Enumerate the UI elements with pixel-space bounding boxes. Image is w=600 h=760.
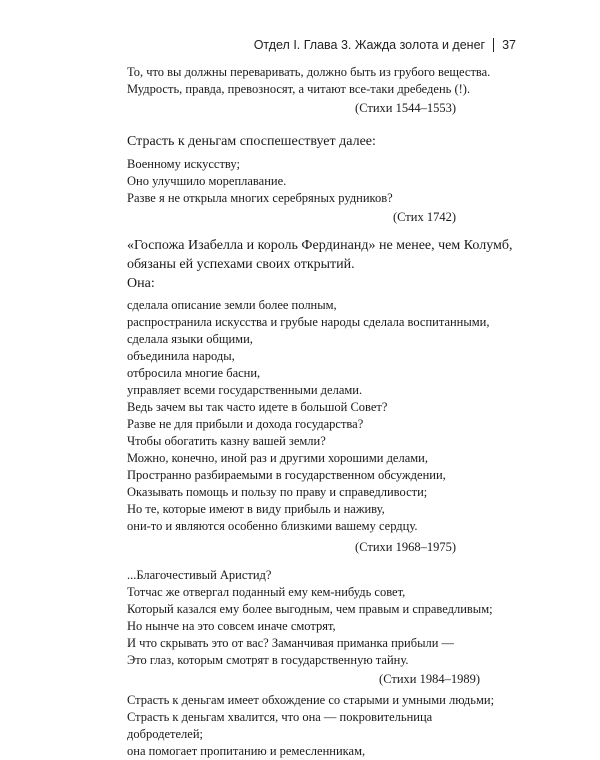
quote-line: она помогает пропитанию и ремесленникам, xyxy=(127,744,366,758)
quote-line: отбросила многие басни, xyxy=(127,366,261,380)
quote-line: Страсть к деньгам хвалится, что она — покровительница xyxy=(127,710,433,724)
quote-line: Мудрость, правда, превозносят, а читают все-таки дребедень (!). xyxy=(127,82,471,96)
verse-reference: (Стихи 1544–1553) xyxy=(355,101,456,115)
verse-reference: (Стихи 1968–1975) xyxy=(355,540,456,554)
header-section-title: Отдел I. Глава 3. Жажда золота и денег xyxy=(253,38,486,52)
quote-line: Который казался ему более выгодным, чем правым и справедливым; xyxy=(127,602,493,616)
quote-line: Военному искусству; xyxy=(127,157,240,171)
quote-line: управляет всеми государственными делами. xyxy=(127,383,363,397)
quote-line: Разве я не открыла многих серебряных рудников? xyxy=(127,191,393,205)
verse-reference: (Стих 1742) xyxy=(392,210,456,224)
body-paragraph-line: Она: xyxy=(127,276,155,291)
quote-line: объединила народы, xyxy=(127,349,235,363)
header-divider xyxy=(493,38,494,52)
quote-line: Чтобы обогатить казну вашей земли? xyxy=(127,434,326,448)
quote-line: ...Благочестивый Аристид? xyxy=(127,568,272,582)
body-paragraph: Страсть к деньгам споспешествует далее: xyxy=(127,134,376,149)
quote-line: Это глаз, которым смотрят в государственную тайну. xyxy=(127,653,409,667)
quote-line: Можно, конечно, иной раз и другими хорошими делами, xyxy=(127,451,428,465)
quote-line: добродетелей; xyxy=(127,727,203,741)
quote-line: Оно улучшило мореплавание. xyxy=(127,174,287,188)
quote-line: распространила искусства и грубые народы сделала воспитанными, xyxy=(127,315,490,329)
verse-reference: (Стихи 1984–1989) xyxy=(379,672,480,686)
quote-line: они-то и являются особенно близкими вашему сердцу. xyxy=(127,519,418,533)
quote-line: То, что вы должны переваривать, должно быть из грубого вещества. xyxy=(127,65,491,79)
quote-line: Ведь зачем вы так часто идете в большой Совет? xyxy=(127,400,388,414)
quote-line: И что скрывать это от вас? Заманчивая приманка прибыли — xyxy=(127,636,455,650)
quote-line: Страсть к деньгам имеет обхождение со старыми и умными людьми; xyxy=(127,693,495,707)
quote-line: Пространно разбираемыми в государственном обсуждении, xyxy=(127,468,446,482)
quote-line: сделала языки общими, xyxy=(127,332,253,346)
page-number: 37 xyxy=(502,38,516,52)
running-header xyxy=(254,38,516,52)
body-paragraph-line: «Госпожа Изабелла и король Фердинанд» не менее, чем Колумб, xyxy=(127,238,513,253)
quote-line: Но те, которые имеют в виду прибыль и наживу, xyxy=(127,502,385,516)
body-paragraph-line: обязаны ей успехами своих открытий. xyxy=(127,257,355,272)
quote-line: Оказывать помощь и пользу по праву и справедливости; xyxy=(127,485,428,499)
quote-line: Разве не для прибыли и дохода государства? xyxy=(127,417,364,431)
quote-line: Но нынче на это совсем иначе смотрят, xyxy=(127,619,336,633)
quote-line: Тотчас же отвергал поданный ему кем-нибудь совет, xyxy=(127,585,406,599)
quote-line: сделала описание земли более полным, xyxy=(127,298,337,312)
